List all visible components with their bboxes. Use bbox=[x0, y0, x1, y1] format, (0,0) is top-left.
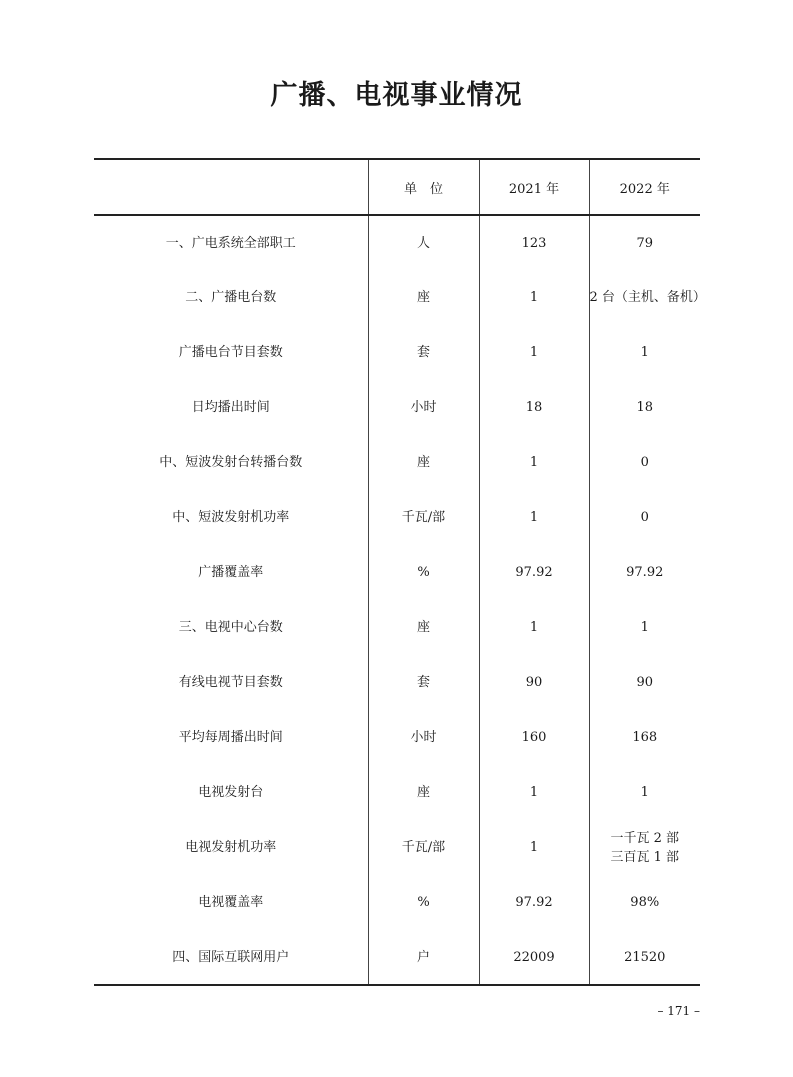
table-row bbox=[94, 215, 700, 270]
row-value-2022: 1 bbox=[589, 765, 700, 820]
table-row bbox=[94, 545, 700, 600]
page-title: 广播、电视事业情况 bbox=[270, 80, 523, 111]
row-item: 日均播出时间 bbox=[191, 400, 270, 415]
row-value-2022: 168 bbox=[589, 710, 700, 765]
row-value-2022: 1 bbox=[589, 600, 700, 655]
table-row bbox=[94, 655, 700, 710]
table-row bbox=[94, 490, 700, 545]
table-row bbox=[94, 270, 700, 325]
row-value-2021: 1 bbox=[479, 325, 589, 380]
row-value-2022-line-2: 三百瓦 1 部 bbox=[610, 849, 680, 865]
row-item: 二、广播电台数 bbox=[185, 290, 277, 305]
row-item: 中、短波发射机功率 bbox=[172, 510, 290, 525]
row-value-2021: 22009 bbox=[479, 930, 589, 985]
row-item: 三、电视中心台数 bbox=[178, 620, 283, 635]
table-row bbox=[94, 820, 700, 875]
row-value-2021: 160 bbox=[479, 710, 589, 765]
row-value-2022: 97.92 bbox=[589, 545, 700, 600]
row-value-2021: 123 bbox=[479, 215, 589, 270]
row-value-2022: 98% bbox=[589, 875, 700, 930]
row-item: 电视发射台 bbox=[198, 785, 264, 800]
row-value-2021: 1 bbox=[479, 435, 589, 490]
table-row bbox=[94, 600, 700, 655]
row-value-2022: 1 bbox=[589, 325, 700, 380]
row-value-2022: 90 bbox=[589, 655, 700, 710]
row-value-2022-line-1: 一千瓦 2 部 bbox=[610, 830, 680, 846]
header-unit: 单 位 bbox=[368, 159, 479, 215]
row-value-2022: 0 bbox=[589, 490, 700, 545]
row-item: 电视覆盖率 bbox=[198, 895, 264, 910]
row-unit: 座 bbox=[368, 765, 479, 820]
row-item: 一、广电系统全部职工 bbox=[165, 236, 296, 251]
row-unit: 座 bbox=[368, 270, 479, 325]
table-header-row bbox=[94, 159, 700, 215]
row-item: 有线电视节目套数 bbox=[178, 675, 283, 690]
row-value-2021: 97.92 bbox=[479, 545, 589, 600]
row-value-2022: 18 bbox=[589, 380, 700, 435]
row-unit: % bbox=[368, 545, 479, 600]
header-2021: 2021 年 bbox=[479, 159, 589, 215]
row-item: 广播电台节目套数 bbox=[178, 345, 283, 360]
table-row bbox=[94, 930, 700, 985]
row-value-2022: 79 bbox=[589, 215, 700, 270]
row-value-2021: 1 bbox=[479, 490, 589, 545]
row-unit: 套 bbox=[368, 325, 479, 380]
table-row bbox=[94, 435, 700, 490]
row-value-2021: 1 bbox=[479, 270, 589, 325]
row-unit: 千瓦/部 bbox=[368, 490, 479, 545]
row-value-2022 bbox=[589, 820, 700, 875]
row-unit: 小时 bbox=[368, 380, 479, 435]
row-value-2021: 1 bbox=[479, 765, 589, 820]
row-unit: 户 bbox=[368, 930, 479, 985]
row-unit: % bbox=[368, 875, 479, 930]
statistics-table bbox=[94, 158, 706, 986]
row-item: 平均每周播出时间 bbox=[178, 730, 283, 745]
header-2022: 2022 年 bbox=[589, 159, 700, 215]
row-unit: 人 bbox=[368, 215, 479, 270]
row-item: 电视发射机功率 bbox=[185, 840, 277, 855]
row-value-2022: 2 台（主机、备机） bbox=[589, 270, 700, 325]
row-value-2021: 1 bbox=[479, 820, 589, 875]
header-item bbox=[94, 159, 368, 215]
row-value-2021: 90 bbox=[479, 655, 589, 710]
row-unit: 座 bbox=[368, 600, 479, 655]
row-unit: 座 bbox=[368, 435, 479, 490]
table-row bbox=[94, 325, 700, 380]
table-row bbox=[94, 710, 700, 765]
row-unit: 千瓦/部 bbox=[368, 820, 479, 875]
row-item: 广播覆盖率 bbox=[198, 565, 264, 580]
row-unit: 小时 bbox=[368, 710, 479, 765]
table-row bbox=[94, 765, 700, 820]
row-value-2022: 0 bbox=[589, 435, 700, 490]
row-value-2022: 21520 bbox=[589, 930, 700, 985]
row-item: 中、短波发射台转播台数 bbox=[159, 455, 303, 470]
row-value-2021: 18 bbox=[479, 380, 589, 435]
row-value-2021: 1 bbox=[479, 600, 589, 655]
row-value-2021: 97.92 bbox=[479, 875, 589, 930]
page-number: – 171 – bbox=[657, 1004, 700, 1018]
row-item: 四、国际互联网用户 bbox=[94, 930, 368, 985]
table-row bbox=[94, 380, 700, 435]
row-unit: 套 bbox=[368, 655, 479, 710]
table-row bbox=[94, 875, 700, 930]
